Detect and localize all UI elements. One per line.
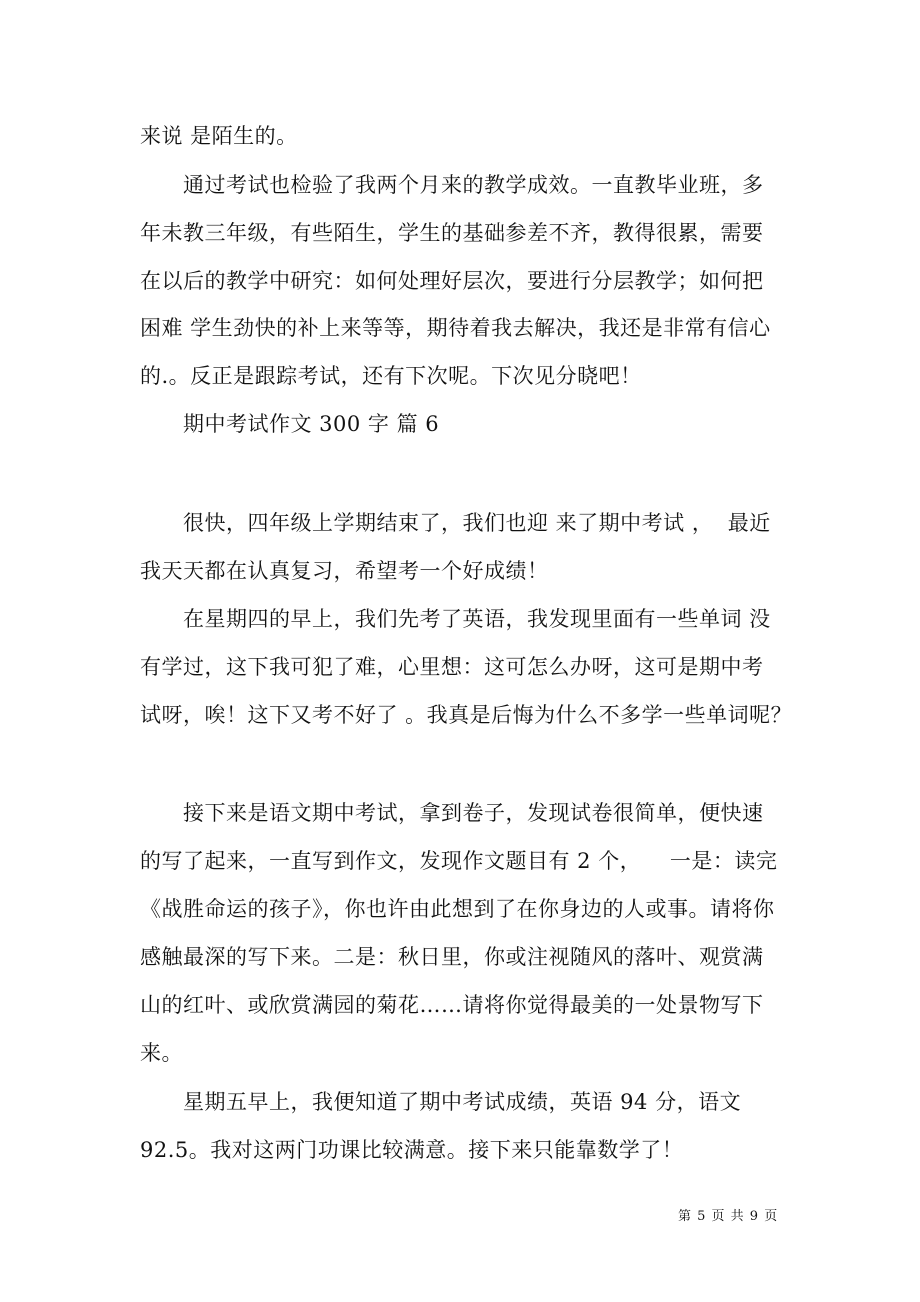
text-line: 92.5。我对这两门功课比较满意。接下来只能靠数学了！ xyxy=(140,1138,684,1162)
text-line: 很快，四年级上学期结束了，我们也迎 来了期中考试 ， 最近 xyxy=(183,511,771,535)
text-line: 的写了起来，一直写到作文，发现作文题目有 2 个， 一是：读完 xyxy=(140,849,778,873)
text-line: 我天天都在认真复习，希望考一个好成绩！ xyxy=(140,559,549,583)
text-line: 感触最深的写下来。二是：秋日里，你或注视随风的落叶、观赏满 xyxy=(140,945,764,969)
text-line: 年未教三年级，有些陌生，学生的基础参差不齐，教得很累，需要 xyxy=(140,221,764,245)
text-line: 试呀，唉！这下又考不好了 。我真是后悔为什么不多学一些单词呢？ xyxy=(140,703,793,727)
text-line: 困难 学生劲快的补上来等等，期待着我去解决，我还是非常有信心 xyxy=(140,316,771,340)
text-line: 来。 xyxy=(140,1041,183,1065)
text-line: 的.。反正是跟踪考试，还有下次呢。下次见分晓吧！ xyxy=(140,364,642,388)
text-line: 接下来是语文期中考试，拿到卷子，发现试卷很简单，便快速 xyxy=(183,801,764,825)
text-line: 星期五早上，我便知道了期中考试成绩，英语 94 分，语文 xyxy=(183,1090,742,1114)
text-line: 来说 是陌生的。 xyxy=(140,124,298,148)
text-line: 有学过，这下我可犯了难，心里想：这可怎么办呀，这可是期中考 xyxy=(140,655,764,679)
text-line: 《战胜命运的孩子》，你也许由此想到了在你身边的人或事。请将你 xyxy=(140,897,775,921)
section-heading: 期中考试作文 300 字 篇 6 xyxy=(183,412,440,436)
text-line: 在星期四的早上，我们先考了英语，我发现里面有一些单词 没 xyxy=(183,607,771,631)
page-number: 第 5 页 共 9 页 xyxy=(678,1209,779,1224)
text-line: 通过考试也检验了我两个月来的教学成效。一直教毕业班，多 xyxy=(183,173,764,197)
text-line: 山的红叶、或欣赏满园的菊花……请将你觉得最美的一处景物写下 xyxy=(140,993,764,1017)
text-line: 在以后的教学中研究：如何处理好层次，要进行分层教学；如何把 xyxy=(140,269,764,293)
